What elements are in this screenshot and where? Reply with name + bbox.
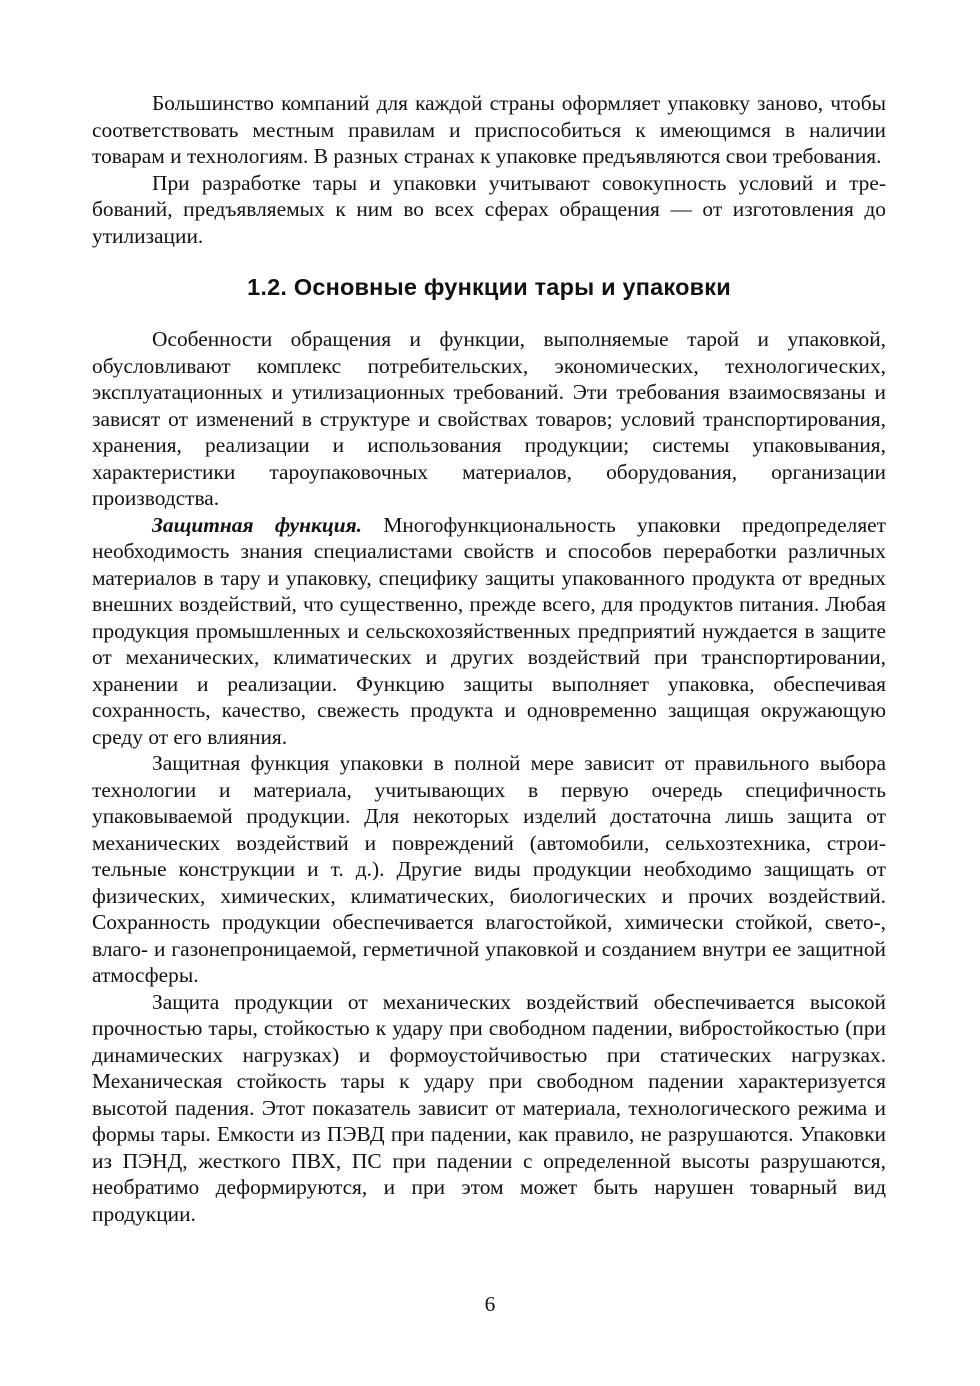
section-paragraph-1: Особенности обращения и функции, выполняемые тарой и упаковкой, обусловливают комплекс потребительских, экономических, технологических, эксплуатационных и утилизационных требований. Эти требования взаимосвязаны и зависят от изменений в структуре и свойствах товаров; условий транспортирования, хранения, реализации и использования продукции; системы упаковывания, характеристики тароупаковочных материалов, оборудования, организации производства. (92, 327, 886, 510)
intro-paragraph-2: При разработке тары и упаковки учитывают совокупность условий и требований, предъявляемых к ним во всех сферах обращения — от изготовления до утилизации. (92, 170, 886, 248)
page-body (92, 90, 886, 1227)
section-paragraph-4: Защита продукции от механических воздействий обеспечивается высокой прочностью тары, стойкостью к удару при свободном падении, вибростойкостью (при динамических нагрузках) и формоустойчивостью при статических нагрузках. Механическая стойкость тары к удару при свободном падении характеризуется высотой падения. Этот показатель зависит от материала, технологического режима и формы тары. Емкости из ПЭВД при падении, как правило, не разрушаются. Упаковки из ПЭНД, жесткого ПВХ, ПС при падении с определенной высоты разрушаются, необратимо деформируются, и при этом может быть нарушен товарный вид продукции. (92, 989, 886, 1226)
section-paragraph-3: Защитная функция упаковки в полной мере зависит от правильного выбора технологии и материала, учитывающих в первую очередь специфичность упаковываемой продукции. Для некоторых изделий достаточна лишь защита от механических воздействий и повреждений (автомобили, сельхозтехника, строительные конструкции и т. д.). Другие виды продукции необходимо защищать от физических, химических, климатических, биологических и прочих воздействий. Сохранность продукции обеспечивается влагостойкой, химически стойкой, свето-, влаго- и газонепроницаемой, герметичной упаковкой и созданием внутри ее защитной атмосферы. (92, 751, 886, 987)
protective-function-text: Многофункциональность упаковки предопределяет необходимость знания специалистами свойств и способов переработки различных материалов в тару и упаковку, специфику защиты упакованного продукта от вредных внешних воздействий, что существенно, прежде всего, для продуктов питания. Любая продукция промышленных и сельскохозяйственных предприятий нуждается в защите от механических, климатических и других воздействий при транспортировании, хранении и реализации. Функцию защиты выполняет упаковка, обеспечивая сохранность, качество, свежесть продукта и одновременно защищая окружающую среду от его влияния. (92, 512, 887, 749)
protective-function-lead: Защитная функция. (152, 512, 362, 537)
intro-paragraph-1: Большинство компаний для каждой страны оформляет упаковку заново, чтобы соответствовать местным правилам и приспособиться к имеющимся в наличии товарам и технологиям. В разных странах к упаковке предъявляются свои требования. (92, 91, 886, 168)
section-heading: 1.2. Основные функции тары и упаковки (247, 274, 731, 300)
page-number: 6 (484, 1292, 496, 1316)
protective-function-paragraph (92, 512, 886, 751)
